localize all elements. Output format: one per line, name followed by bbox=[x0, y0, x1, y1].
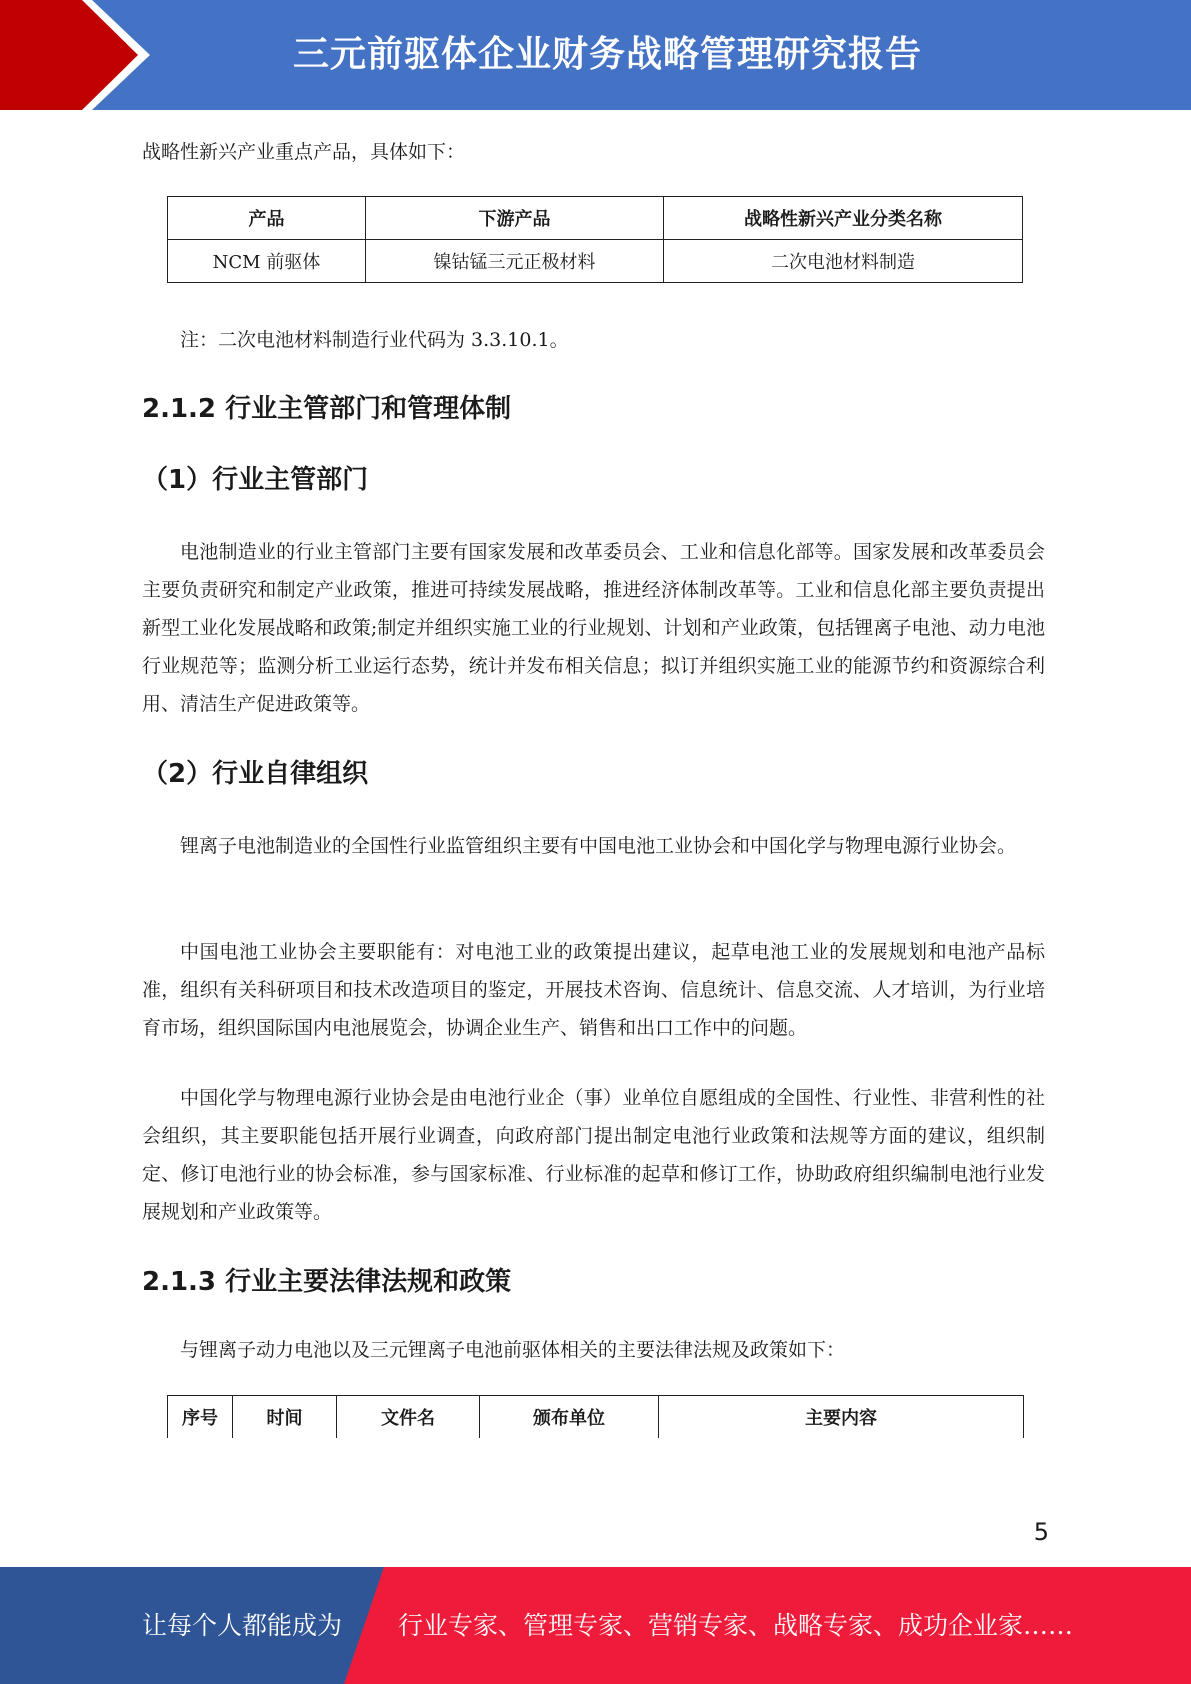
table-header-cell: 产品 bbox=[168, 197, 366, 240]
table-header-row bbox=[168, 197, 1023, 240]
table-header-cell: 序号 bbox=[168, 1396, 233, 1439]
intro-text: 战略性新兴产业重点产品，具体如下： bbox=[142, 141, 466, 163]
paragraph-battery-association: 中国电池工业协会主要职能有：对电池工业的政策提出建议，起草电池工业的发展规划和电池产品标准，组织有关科研项目和技术改造项目的鉴定，开展技术咨询、信息统计、信息交流、人才培训，为行业培育市场，组织国际国内电池展览会，协调企业生产、销售和出口工作中的问题。 bbox=[142, 941, 1045, 1039]
footer-slogan-right: 行业专家、管理专家、营销专家、战略专家、成功企业家…… bbox=[398, 1611, 1074, 1640]
table-row bbox=[168, 240, 1023, 283]
table-header-cell: 主要内容 bbox=[659, 1396, 1024, 1439]
section-heading-2-1-3: 2.1.3 行业主要法律法规和政策 bbox=[142, 1267, 512, 1297]
product-table bbox=[167, 196, 1023, 283]
subsection-heading-1: （1）行业主管部门 bbox=[142, 465, 369, 495]
table-header-cell: 颁布单位 bbox=[480, 1396, 659, 1439]
footer-slogan-left: 让每个人都能成为 bbox=[142, 1611, 343, 1640]
table-header-cell: 时间 bbox=[233, 1396, 337, 1439]
subsection-heading-2: （2）行业自律组织 bbox=[142, 759, 369, 789]
table-cell: NCM 前驱体 bbox=[168, 240, 366, 283]
table-header-cell: 战略性新兴产业分类名称 bbox=[664, 197, 1023, 240]
page-number: 5 bbox=[1033, 1518, 1049, 1546]
table-cell: 二次电池材料制造 bbox=[664, 240, 1023, 283]
paragraph-self-regulation: 锂离子电池制造业的全国性行业监管组织主要有中国电池工业协会和中国化学与物理电源行业协会。 bbox=[180, 835, 1017, 857]
paragraph-authorities: 电池制造业的行业主管部门主要有国家发展和改革委员会、工业和信息化部等。国家发展和改革委员会主要负责研究和制定产业政策，推进可持续发展战略，推进经济体制改革等。工业和信息化部主要负责提出新型工业化发展战略和政策;制定并组织实施工业的行业规划、计划和产业政策，包括锂离子电池、动力电池行业规范等；监测分析工业运行态势，统计并发布相关信息；拟订并组织实施工业的能源节约和资源综合利用、清洁生产促进政策等。 bbox=[142, 541, 1045, 715]
table-header-cell: 下游产品 bbox=[366, 197, 664, 240]
laws-table bbox=[167, 1395, 1024, 1438]
paragraph-power-association: 中国化学与物理电源行业协会是由电池行业企（事）业单位自愿组成的全国性、行业性、非营利性的社会组织，其主要职能包括开展行业调查，向政府部门提出制定电池行业政策和法规等方面的建议，组织制定、修订电池行业的协会标准，参与国家标准、行业标准的起草和修订工作，协助政府组织编制电池行业发展规划和产业政策等。 bbox=[142, 1087, 1045, 1223]
header-title: 三元前驱体企业财务战略管理研究报告 bbox=[292, 34, 922, 75]
table-cell: 镍钴锰三元正极材料 bbox=[366, 240, 664, 283]
paragraph-laws-intro: 与锂离子动力电池以及三元锂离子电池前驱体相关的主要法律法规及政策如下： bbox=[180, 1339, 846, 1361]
table-header-row bbox=[168, 1396, 1024, 1439]
table-header-cell: 文件名 bbox=[337, 1396, 480, 1439]
note-text: 注：二次电池材料制造行业代码为 3.3.10.1。 bbox=[180, 329, 569, 351]
page-header bbox=[0, 0, 1191, 110]
section-heading-2-1-2: 2.1.2 行业主管部门和管理体制 bbox=[142, 394, 512, 424]
page-footer bbox=[0, 1567, 1191, 1684]
